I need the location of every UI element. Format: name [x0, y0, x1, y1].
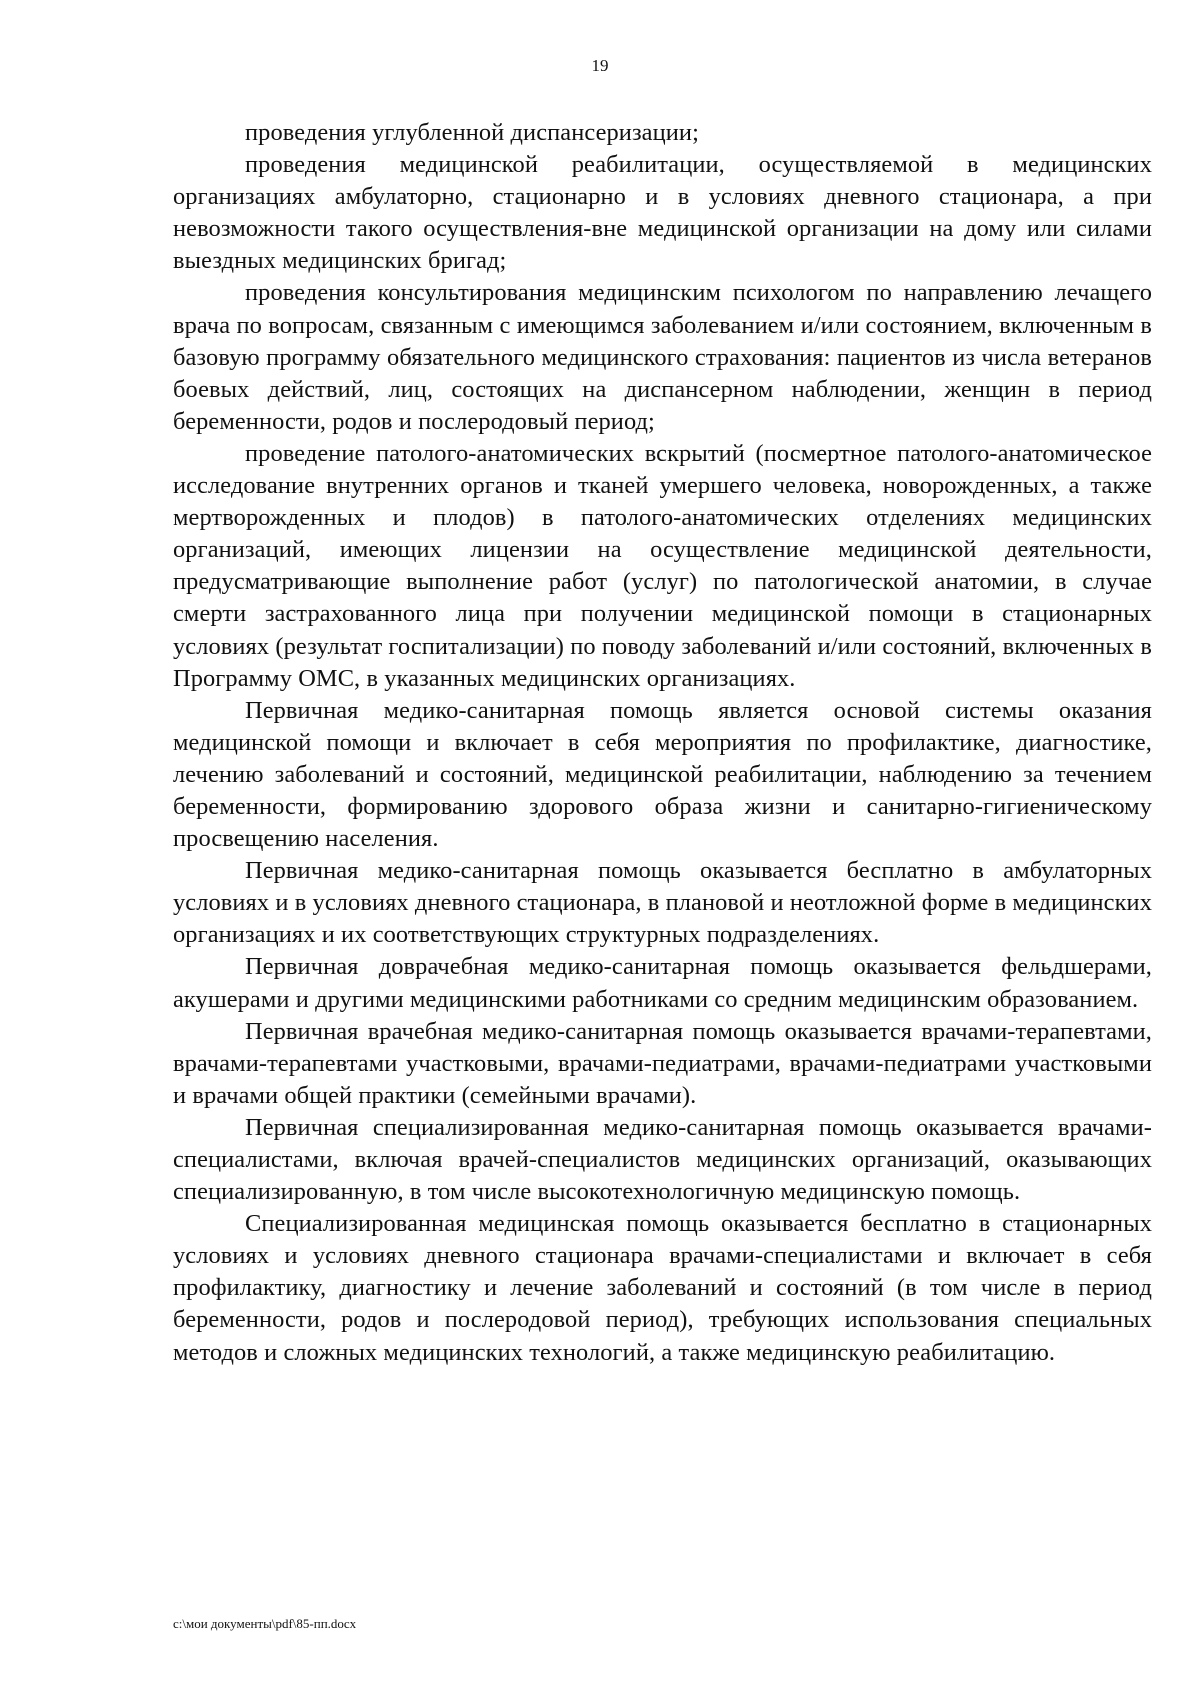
paragraph: проведение патолого-анатомических вскрытий (посмертное патолого-анатомическое исследование внутренних органов и тканей умершего человека, новорожденных, а также мертворожденных и плодов) в патолого-анатомических отделениях медицинских организаций, имеющих лицензии на осуществление медицинской деятельности, предусматривающие выполнение работ (услуг) по патологической анатомии, в случае смерти застрахованного лица при получении медицинской помощи в стационарных условиях (результат госпитализации) по поводу заболеваний и/или состояний, включенных в Программу ОМС, в указанных медицинских организациях.: [173, 439, 1152, 692]
footer-file-path: c:\мои документы\pdf\85-пп.docx: [173, 1616, 357, 1631]
paragraph: Первичная специализированная медико-санитарная помощь оказывается врачами-специалистами, включая врачей-специалистов медицинских организаций, оказывающих специализированную, в том числе высокотехнологичную медицинскую помощь.: [173, 1113, 1152, 1206]
paragraph: Первичная медико-санитарная помощь является основой системы оказания медицинской помощи и включает в себя мероприятия по профилактике, диагностике, лечению заболеваний и состояний, медицинской реабилитации, наблюдению за течением беременности, формированию здорового образа жизни и санитарно-гигиеническому просвещению населения.: [173, 696, 1152, 853]
paragraph: Специализированная медицинская помощь оказывается бесплатно в стационарных условиях и условиях дневного стационара врачами-специалистами и включает в себя профилактику, диагностику и лечение заболеваний и состояний (в том числе в период беременности, родов и послеродовой период), требующих использования специальных методов и сложных медицинских технологий, а также медицинскую реабилитацию.: [173, 1210, 1152, 1366]
paragraph: проведения консультирования медицинским психологом по направлению лечащего врача по вопросам, связанным с имеющимся заболеванием и/или состоянием, включенным в базовую программу обязательного медицинского страхования: пациентов из числа ветеранов боевых действий, лиц, состоящих на диспансерном наблюдении, женщин в период беременности, родов и послеродовый период;: [173, 279, 1152, 435]
page-number: 19: [591, 56, 609, 75]
paragraph: проведения медицинской реабилитации, осуществляемой в медицинских организациях амбулаторно, стационарно и в условиях дневного стационара, а при невозможности такого осуществления-вне медицинской организации на дому или силами выездных медицинских бригад;: [173, 151, 1152, 275]
paragraph: Первичная врачебная медико-санитарная помощь оказывается врачами-терапевтами, врачами-терапевтами участковыми, врачами-педиатрами, врачами-педиатрами участковыми и врачами общей практики (семейными врачами).: [173, 1017, 1152, 1109]
paragraph: проведения углубленной диспансеризации;: [245, 119, 699, 146]
paragraph: Первичная медико-санитарная помощь оказывается бесплатно в амбулаторных условиях и в условиях дневного стационара, в плановой и неотложной форме в медицинских организациях и их соответствующих структурных подразделениях.: [173, 857, 1152, 949]
document-body: [173, 117, 1152, 1369]
paragraph: Первичная доврачебная медико-санитарная помощь оказывается фельдшерами, акушерами и другими медицинскими работниками со средним медицинским образованием.: [173, 953, 1152, 1013]
